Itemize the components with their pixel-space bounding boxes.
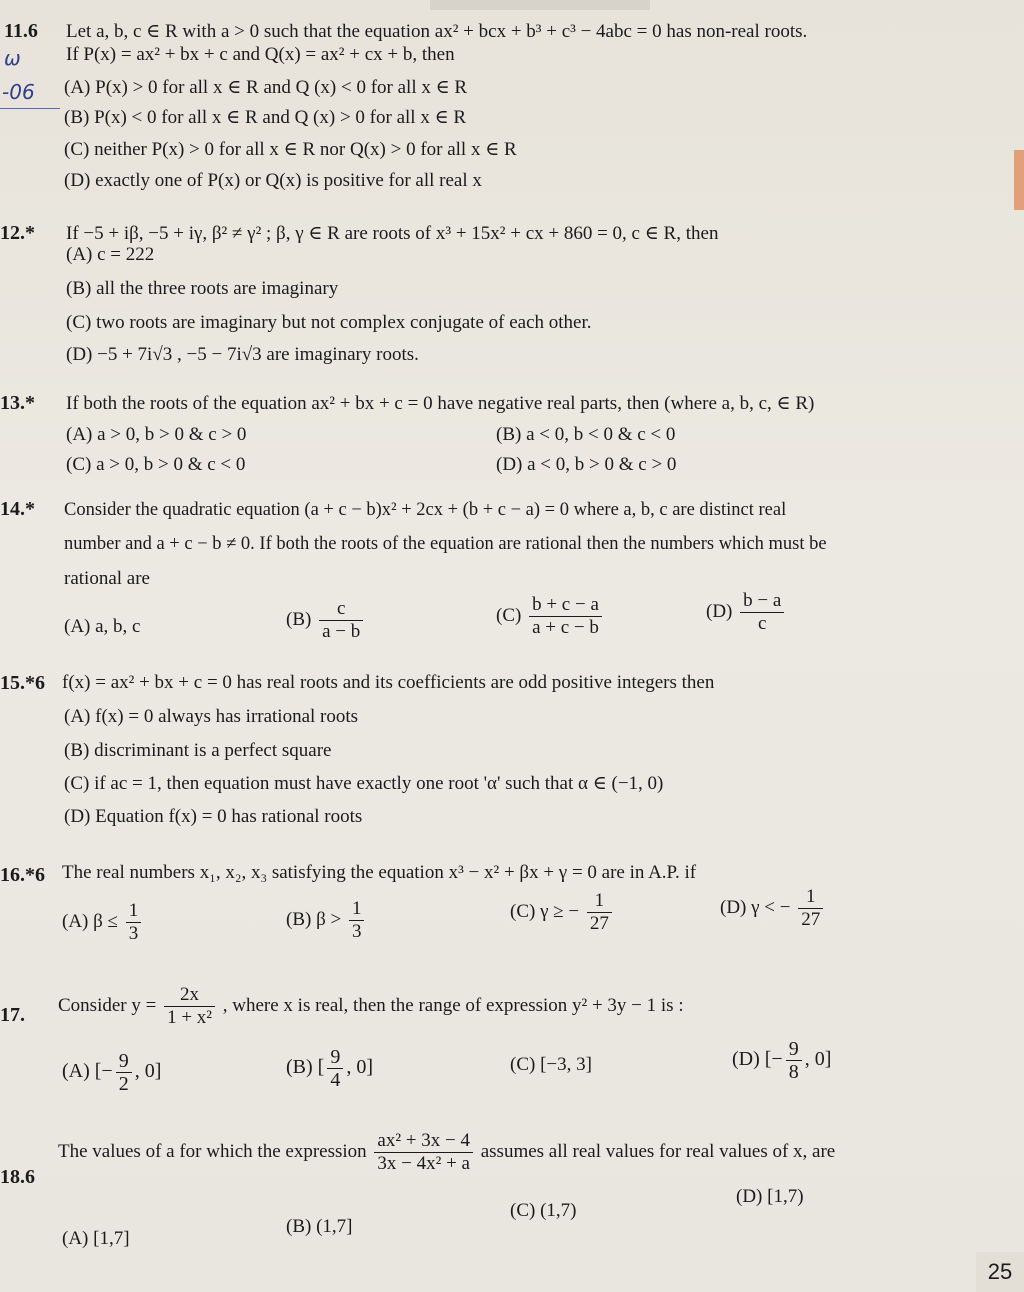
option-d: (D) [1,7) <box>736 1186 804 1207</box>
fraction: $\frac{9}{4}$ <box>327 1046 343 1091</box>
option-c: (C) γ ≥ − $\frac{1}{27}$ <box>510 890 615 935</box>
question-number: 18.6 <box>0 1166 35 1188</box>
question-number: 12.* <box>0 222 35 244</box>
option-d: (D) −5 + 7i√3 , −5 − 7i√3 are imaginary roots. <box>66 344 419 365</box>
fraction: $\frac{\text{ax² + 3x − 4}}{\text{3x − 4x² + a}}$ <box>374 1130 473 1175</box>
option-c: (C) (1,7) <box>510 1200 577 1221</box>
fraction: $\frac{c}{a - b}$ <box>319 598 363 643</box>
fraction: $\frac{b + c - a}{a + c - b}$ <box>529 594 602 639</box>
option-b: (B) a < 0, b < 0 & c < 0 <box>496 424 676 445</box>
question-stem-line-2: number and a + c − b ≠ 0. If both the roots of the equation are rational then the numbers which must be <box>64 534 827 554</box>
question-stem: If −5 + iβ, −5 + iγ, β² ≠ γ² ; β, γ ∈ R are roots of x³ + 15x² + cx + 860 = 0, c ∈ R, then <box>66 223 719 244</box>
question-number: 16.*6 <box>0 864 45 886</box>
question-stem: The values of a for which the expression $\frac{\text{ax² + 3x − 4}}{\text{3x − 4x² + a}}$ assumes all real values for real values of x, are <box>58 1130 836 1174</box>
option-b: (B) all the three roots are imaginary <box>66 278 339 299</box>
option-a: (A) [1,7] <box>62 1228 130 1249</box>
fraction: $\frac{9}{2}$ <box>116 1050 132 1095</box>
fraction: $\frac{1}{27}$ <box>798 886 823 931</box>
fraction: $\frac{1}{3}$ <box>126 900 142 945</box>
option-a: (A) a > 0, b > 0 & c > 0 <box>66 424 247 445</box>
option-a: (A) a, b, c <box>64 616 141 637</box>
option-a: (A) P(x) > 0 for all x ∈ R and Q (x) < 0 for all x ∈ R <box>64 77 468 98</box>
option-b: (B) (1,7] <box>286 1216 353 1237</box>
question-stem: The real numbers x₁, x₂, x₃ satisfying the equation x³ − x² + βx + γ = 0 are in A.P. if <box>62 862 697 883</box>
option-d: (D) $\frac{b - a}{c}$ <box>706 590 787 635</box>
fraction: $\frac{1}{27}$ <box>587 890 612 935</box>
question-stem: Let a, b, c ∈ R with a > 0 such that the equation ax² + bcx + b³ + c³ − 4abc = 0 has non-real roots. <box>66 21 808 42</box>
option-d: (D) a < 0, b > 0 & c > 0 <box>496 454 677 475</box>
option-c: (C) neither P(x) > 0 for all x ∈ R nor Q(x) > 0 for all x ∈ R <box>64 139 517 160</box>
question-number: 11.6 <box>4 20 38 42</box>
question-stem-line-2: If P(x) = ax² + bx + c and Q(x) = ax² + cx + b, then <box>66 44 455 65</box>
question-stem-line-3: rational are <box>64 568 150 589</box>
option-c: (C) if ac = 1, then equation must have exactly one root 'α' such that α ∈ (−1, 0) <box>64 773 664 794</box>
fraction: $\frac{2x}{\text{1 + x²}}$ <box>164 984 215 1029</box>
option-d: (D) [− $\frac{9}{8}$ , 0] <box>732 1038 832 1083</box>
handwritten-mark: -06 <box>2 80 35 104</box>
option-d: (D) γ < − $\frac{1}{27}$ <box>720 886 826 931</box>
handwritten-underline <box>0 108 60 109</box>
page-top-strip <box>430 0 650 10</box>
option-a: (A) [− $\frac{9}{2}$ , 0] <box>62 1050 162 1095</box>
question-number: 15.*6 <box>0 672 45 694</box>
question-stem: f(x) = ax² + bx + c = 0 has real roots and its coefficients are odd positive integers then <box>62 672 715 693</box>
option-a: (A) β ≤ $\frac{1}{3}$ <box>62 900 144 945</box>
option-d: (D) exactly one of P(x) or Q(x) is positive for all real x <box>64 170 482 191</box>
page-number: 25 <box>976 1252 1024 1292</box>
option-c: (C) [−3, 3] <box>510 1054 592 1075</box>
option-a: (A) f(x) = 0 always has irrational roots <box>64 706 359 727</box>
fraction: $\frac{1}{3}$ <box>349 898 365 943</box>
question-stem-line-1: Consider the quadratic equation (a + c − b)x² + 2cx + (b + c − a) = 0 where a, b, c are distinct real <box>64 500 787 520</box>
option-c: (C) $\frac{b + c - a}{a + c - b}$ <box>496 594 605 639</box>
question-stem: If both the roots of the equation ax² + bx + c = 0 have negative real parts, then (where a, b, c, ∈ R) <box>66 393 815 414</box>
question-number: 17. <box>0 1004 25 1026</box>
option-d: (D) Equation f(x) = 0 has rational roots <box>64 806 363 827</box>
option-c: (C) two roots are imaginary but not complex conjugate of each other. <box>66 312 592 333</box>
option-b: (B) P(x) < 0 for all x ∈ R and Q (x) > 0 for all x ∈ R <box>64 107 467 128</box>
option-b: (B) [ $\frac{9}{4}$ , 0] <box>286 1046 373 1091</box>
option-b: (B) discriminant is a perfect square <box>64 740 332 761</box>
question-stem: Consider y = $\frac{2x}{\text{1 + x²}}$ , where x is real, then the range of expression y² + 3y − 1 is : <box>58 984 684 1028</box>
page-edge-tab <box>1014 150 1024 210</box>
question-number: 13.* <box>0 392 35 414</box>
question-number: 14.* <box>0 498 35 520</box>
fraction: $\frac{b - a}{c}$ <box>740 590 784 635</box>
handwritten-mark: ω <box>4 46 21 70</box>
fraction: $\frac{9}{8}$ <box>786 1038 802 1083</box>
option-c: (C) a > 0, b > 0 & c < 0 <box>66 454 246 475</box>
option-a: (A) c = 222 <box>66 244 155 265</box>
option-b: (B) $\frac{c}{a - b}$ <box>286 598 366 643</box>
option-b: (B) β > $\frac{1}{3}$ <box>286 898 367 943</box>
